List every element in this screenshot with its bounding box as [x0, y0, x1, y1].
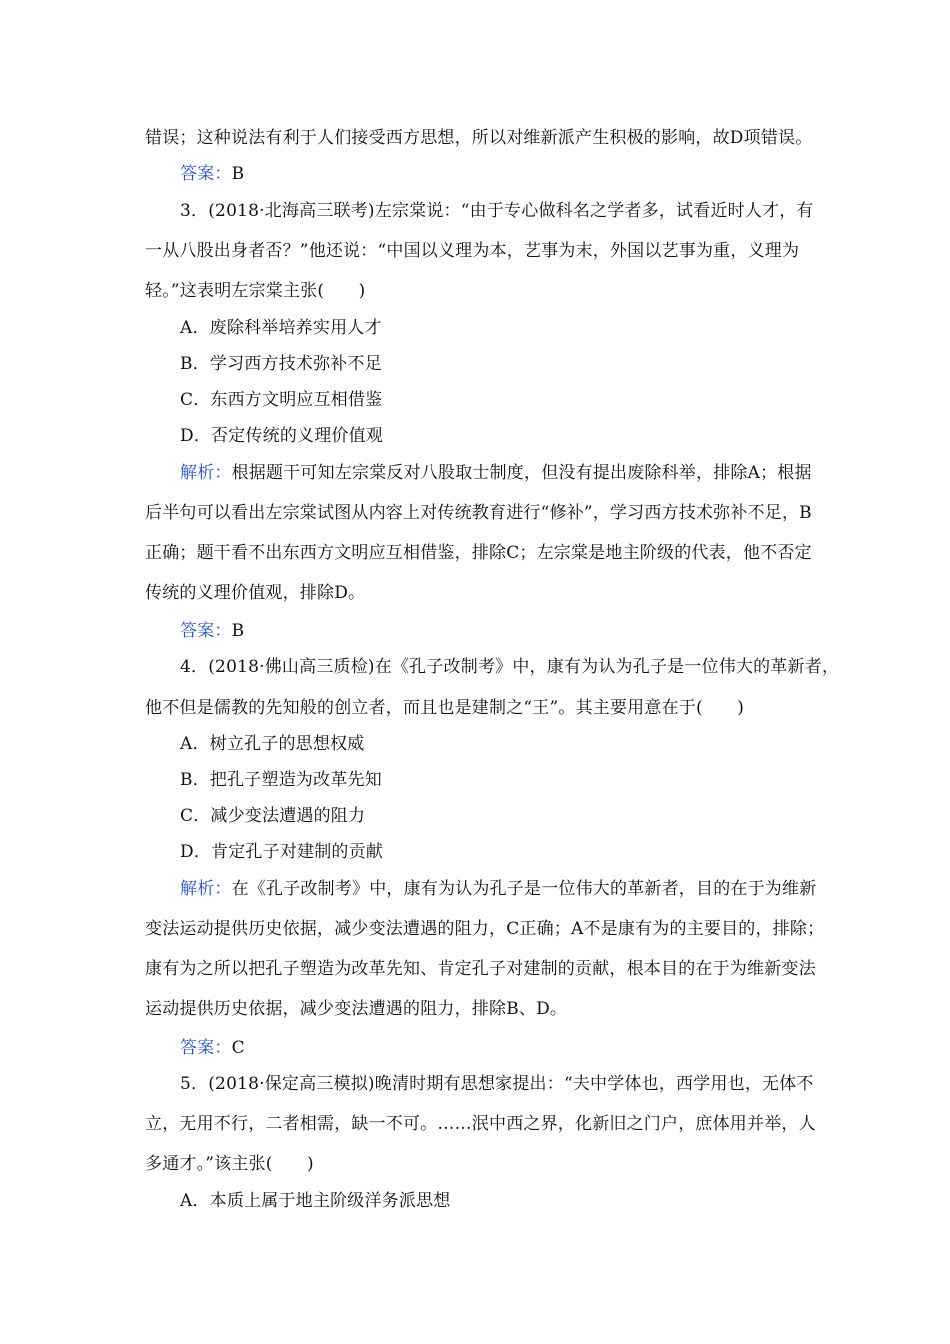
question-4-analysis-line: 康有为之所以把孔子塑造为改革先知、肯定孔子对建制的贡献，根本目的在于为维新变法	[145, 959, 816, 979]
question-4-analysis-line: 变法运动提供历史依据，减少变法遭遇的阻力，C正确；A不是康有为的主要目的，排除；	[145, 919, 825, 939]
analysis-label: 解析：	[180, 463, 232, 483]
question-4-stem-line: 4．(2018·佛山高三质检)在《孔子改制考》中，康有为认为孔子是一位伟大的革新者，	[180, 657, 840, 677]
question-3-analysis-line: 正确；题干看不出东西方文明应互相借鉴，排除C；左宗棠是地主阶级的代表，他不否定	[145, 543, 812, 563]
question-3-analysis-line: 传统的义理价值观，排除D。	[145, 583, 366, 603]
question-4-option-c: C．减少变法遭遇的阻力	[180, 806, 366, 826]
question-4-option-a: A．树立孔子的思想权威	[180, 734, 365, 754]
question-3-stem-line: 一从八股出身者否？”他还说：“中国以义理为本，艺事为末，外国以艺事为重，义理为	[145, 241, 800, 261]
answer-label: 答案：	[180, 1038, 232, 1058]
answer-2	[180, 163, 244, 185]
question-3-option-c: C．东西方文明应互相借鉴	[180, 390, 383, 410]
question-4-stem-line: 他不但是儒教的先知般的创立者，而且也是建制之“王”。其主要用意在于( )	[145, 698, 745, 718]
question-4-analysis-line: 运动提供历史依据，减少变法遭遇的阻力，排除B、D。	[145, 999, 568, 1019]
question-4-option-b: B．把孔子塑造为改革先知	[180, 770, 382, 790]
question-3-stem-line: 3．(2018·北海高三联考)左宗棠说：“由于专心做科名之学者多，试看近时人才，有	[180, 201, 814, 221]
answer-value: B	[231, 621, 245, 641]
answer-value: B	[231, 164, 245, 184]
question-3-option-d: D．否定传统的义理价值观	[180, 426, 384, 446]
question-5-stem-line: 多通才。”该主张( )	[145, 1154, 314, 1174]
answer-4	[180, 1037, 245, 1059]
analysis-text: 在《孔子改制考》中，康有为认为孔子是一位伟大的革新者，目的在于为维新	[231, 879, 817, 899]
analysis-text: 根据题干可知左宗棠反对八股取士制度，但没有提出废除科举，排除A；根据	[231, 463, 812, 483]
answer-label: 答案：	[180, 621, 232, 641]
question-5-option-a: A．本质上属于地主阶级洋务派思想	[180, 1191, 451, 1211]
question-5-stem-line: 5．(2018·保定高三模拟)晚清时期有思想家提出：“夫中学体也，西学用也，无体不	[180, 1074, 814, 1094]
answer-label: 答案：	[180, 164, 232, 184]
question-3-option-a: A．废除科举培养实用人才	[180, 318, 382, 338]
answer-3	[180, 620, 244, 642]
question-3-analysis-line	[180, 462, 812, 484]
question-3-option-b: B．学习西方技术弥补不足	[180, 354, 382, 374]
intro-text-line: 错误；这种说法有利于人们接受西方思想，所以对维新派产生积极的影响，故D项错误。	[145, 128, 813, 148]
answer-value: C	[231, 1038, 245, 1058]
question-5-stem-line: 立，无用不行，二者相需，缺一不可。……泯中西之界，化新旧之门户，庶体用并举，人	[145, 1114, 816, 1134]
question-4-analysis-line	[180, 878, 816, 900]
question-4-option-d: D．肯定孔子对建制的贡献	[180, 842, 384, 862]
analysis-label: 解析：	[180, 879, 232, 899]
question-3-analysis-line: 后半句可以看出左宗棠试图从内容上对传统教育进行“修补”，学习西方技术弥补不足，B	[145, 503, 812, 523]
question-3-stem-line: 轻。”这表明左宗棠主张( )	[145, 281, 366, 301]
